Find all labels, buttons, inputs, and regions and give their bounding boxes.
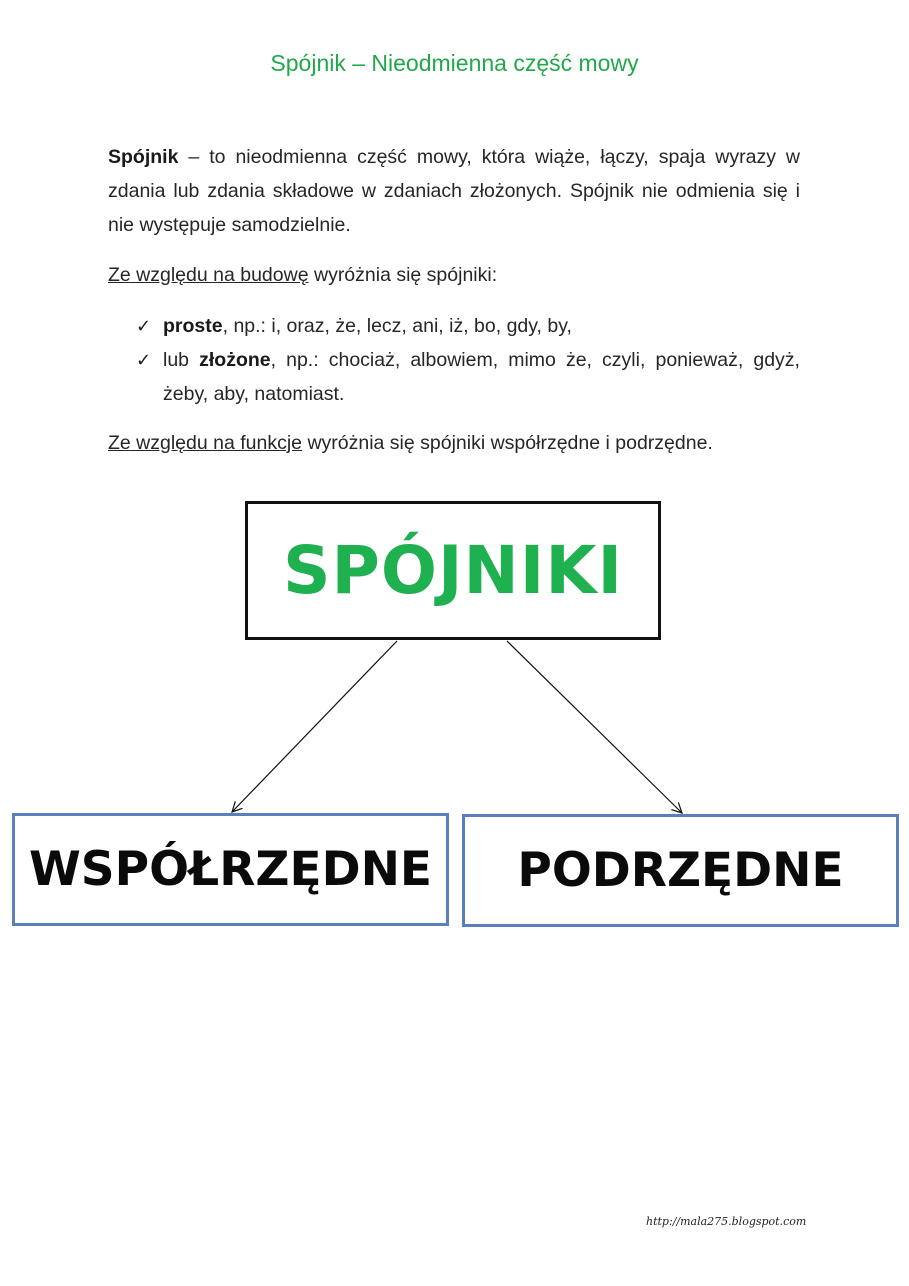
diagram-root-label: SPÓJNIKI	[282, 532, 624, 609]
structure-underlined: Ze względu na budowę	[108, 264, 309, 286]
list-item-prefix: lub	[163, 349, 200, 371]
arrow-to-right	[507, 641, 682, 813]
diagram-right-box	[462, 814, 899, 927]
structure-rest: wyróżnia się spójniki:	[308, 264, 498, 286]
definition-paragraph	[108, 140, 800, 242]
diagram-left-label: WSPÓŁRZĘDNE	[28, 842, 433, 897]
list-item	[136, 309, 800, 343]
definition-term: Spójnik	[108, 146, 179, 168]
arrow-to-left	[232, 641, 397, 812]
diagram-right-label: PODRZĘDNE	[517, 843, 844, 898]
conjunction-types-list	[136, 309, 800, 411]
list-item-bold: proste	[163, 315, 223, 337]
page-title: Spójnik – Nieodmienna część mowy	[270, 50, 639, 76]
structure-heading	[108, 258, 800, 292]
checkmark-icon: ✓	[136, 350, 152, 370]
list-item-rest: , np.: i, oraz, że, lecz, ani, iż, bo, gdy, by,	[222, 315, 572, 337]
diagram-root-box	[245, 501, 661, 640]
checkmark-icon: ✓	[136, 316, 152, 336]
list-item-bold: złożone	[199, 349, 271, 371]
definition-text: – to nieodmienna część mowy, która wiąże, łączy, spaja wyrazy w zdania lub zdania składowe w zdaniach złożonych. Spójnik nie odmienia się i nie występuje samodzielnie.	[108, 146, 800, 236]
diagram-left-box	[12, 813, 449, 926]
function-rest: wyróżnia się spójniki współrzędne i podrzędne.	[302, 432, 713, 454]
list-item-rest: , np.: chociaż, albowiem, mimo że, czyli, ponieważ, gdyż, żeby, aby, natomiast.	[163, 349, 800, 405]
function-underlined: Ze względu na funkcje	[108, 432, 303, 454]
function-heading	[108, 426, 800, 460]
list-item	[136, 343, 800, 411]
footer-url: http://mala275.blogspot.com	[646, 1215, 807, 1228]
